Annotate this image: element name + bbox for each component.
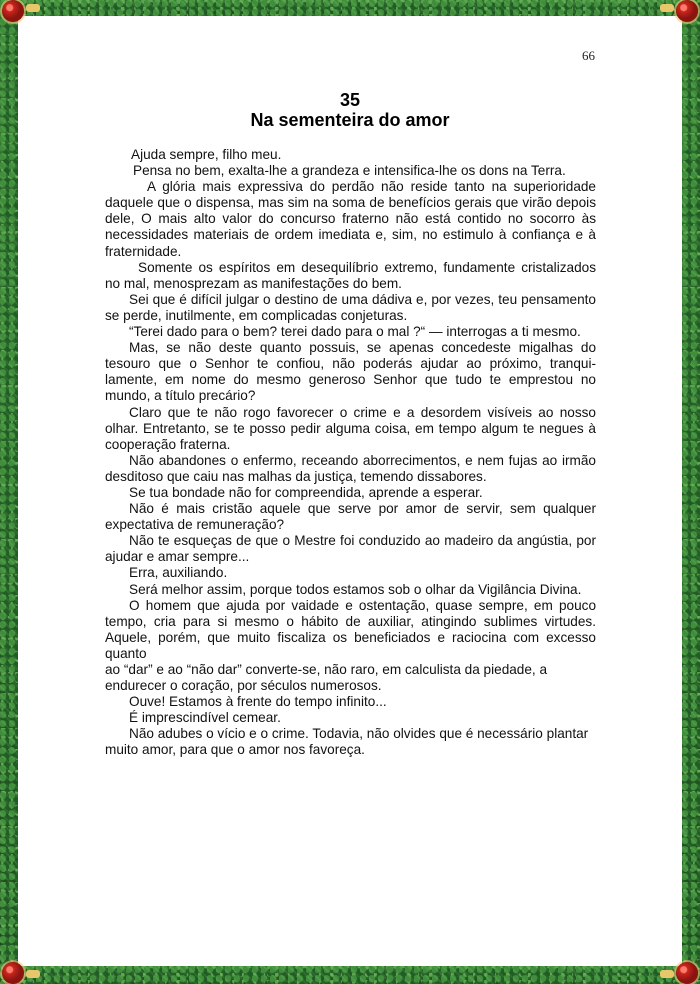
ornament-corner-icon [676,0,698,22]
decorative-border-bottom [0,966,700,984]
paragraph: Não é mais cristão aquele que serve por amor de servir, sem qualquer expectativa de remuneração? [105,501,596,533]
bow-icon [660,970,674,978]
chapter-body [105,147,596,759]
decorative-border-left [0,0,18,984]
paragraph: ao “dar” e ao “não dar” converte-se, não raro, em calculista da piedade, a endurecer o coração, por séculos numerosos. [105,662,548,694]
paragraph: Claro que te não rogo favorecer o crime e a desordem visíveis ao nosso olhar. Entretanto, se te posso pedir alguma coisa, em tempo algum te negues à cooperação fraterna. [105,404,596,452]
paragraph: Mas, se não deste quanto possuis, se apenas concedeste migalhas do tesouro que o Senhor te confiou, não poderás ajudar ao próximo, tranqui-lamente, em nome do mesmo generoso Senhor que tudo te emprestou no mundo, a título precário? [105,340,596,404]
paragraph: É imprescindível cemear. [129,710,281,726]
page-number: 66 [582,48,595,63]
paragraph: Ouve! Estamos à frente do tempo infinito... [129,694,387,710]
paragraph: Não te esqueças de que o Mestre foi conduzido ao madeiro da angústia, por ajudar e amar sempre... [105,533,596,565]
chapter-number: 35 [339,90,361,110]
paragraph: Se tua bondade não for compreendida, aprende a esperar. [129,484,483,500]
paragraph: Pensa no bem, exalta-lhe a grandeza e intensifica-lhe os dons na Terra. [133,163,566,179]
paragraph: Não abandones o enfermo, receando aborrecimentos, e nem fujas ao irmão desditoso que caiu nas malhas da justiça, temendo dissabores. [105,452,596,484]
decorative-border-right [682,0,700,984]
ornament-corner-icon [676,962,698,984]
bow-icon [660,4,674,12]
bow-icon [26,4,40,12]
paragraph: Ajuda sempre, filho meu. [131,147,282,162]
decorative-border-top [0,0,700,16]
paragraph: Erra, auxiliando. [129,565,228,581]
paragraph: Somente os espíritos em desequilíbrio extremo, fundamente cristalizados no mal, menosprezam as manifestações do bem. [105,259,596,291]
bow-icon [26,970,40,978]
chapter-title: Na sementeira do amor [250,110,450,130]
paragraph: Sei que é difícil julgar o destino de uma dádiva e, por vezes, teu pensamento se perde, inutilmente, em complicadas conjeturas. [105,291,596,323]
paragraph: O homem que ajuda por vaidade e ostentação, quase sempre, em pouco tempo, cria para si mesmo o hábito de auxiliar, atingindo sublimes virtudes. Aquele, porém, que muito fiscaliza os beneficiados e raciocina com excesso quanto [105,597,596,661]
paragraph: A glória mais expressiva do perdão não reside tanto na superioridade daquele que o dispensa, mas sim na soma de benefícios gerais que virão depois dele, O mais alto valor do concurso fraterno não está contido no socorro às necessidades materiais de ordem imediata e, sim, no estimulo à confiança e à fraternidade. [105,179,596,259]
ornament-corner-icon [2,0,24,22]
ornament-corner-icon [2,962,24,984]
paragraph: “Terei dado para o bem? terei dado para o mal ?“ — interrogas a ti mesmo. [129,324,581,340]
paragraph: Não adubes o vício e o crime. Todavia, não olvides que é necessário plantar muito amor, para que o amor nos favoreça. [105,726,589,758]
paragraph: Será melhor assim, porque todos estamos sob o olhar da Vigilância Divina. [129,581,582,597]
